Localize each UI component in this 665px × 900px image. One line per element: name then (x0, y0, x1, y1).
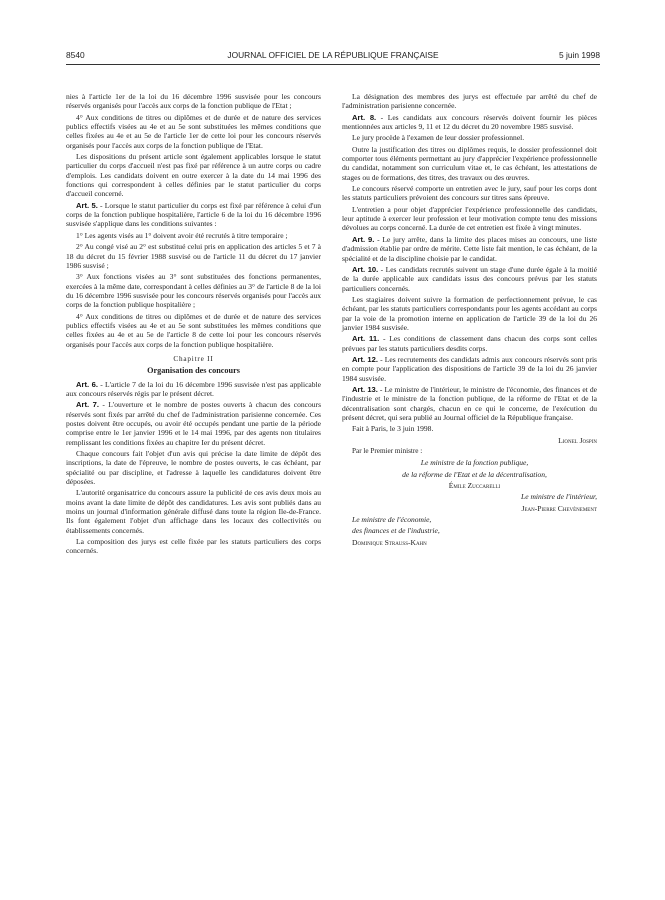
minister-title: de la réforme de l'Etat et de la décentralisation, (402, 469, 547, 479)
article-text: - L'ouverture et le nombre de postes ouverts à chacun des concours réservés sont fixés par arrêté du chef de l'administration parisienne concernée. Ces postes doivent être occupés, ou avoir été occupés pendant une partie de la période comprise entre le 1er janvier 1996 et le 14 mai 1996, par des agents non titulaires remplissant les conditions fixées au chapitre Ier du présent décret. (66, 400, 322, 447)
paragraph: La composition des jurys est celle fixée par les statuts particuliers des corps concernés. (66, 537, 321, 556)
article-text: - Le jury arrête, dans la limite des places mises au concours, une liste d'admission établie par ordre de mérite. Cette liste fait mention, le cas échéant, de la spécialité et de la discipline choisie par le candidat. (342, 234, 597, 263)
article-label: Art. 12. (352, 354, 378, 364)
article-label: Art. 5. (76, 200, 98, 210)
paragraph: 2° Au congé visé au 2° est substitué celui pris en application des articles 5 et 7 à 18 du décret du 15 février 1988 susvisé ou de l'article 11 du décret du 17 janvier 1986 susvisé ; (66, 242, 321, 270)
article-text: - Lorsque le statut particulier du corps est fixé par référence à celui d'un corps de la fonction publique hospitalière, l'article 6 de la loi du 16 décembre 1996 susvisée s'applique dans les conditions suivantes : (66, 200, 321, 229)
article-11 (342, 334, 597, 353)
article-label: Art. 6. (76, 379, 98, 389)
paragraph: La désignation des membres des jurys est effectuée par arrêté du chef de l'administration parisienne concernée. (342, 92, 597, 111)
article-13 (342, 385, 597, 422)
article-text: - L'article 7 de la loi du 16 décembre 1996 susvisée n'est pas applicable aux concours réservés régis par le présent décret. (66, 379, 321, 398)
article-6 (66, 380, 321, 399)
article-9 (342, 235, 597, 263)
article-label: Art. 10. (352, 264, 379, 274)
article-12 (342, 355, 597, 383)
paragraph: 3° Aux fonctions visées au 3° sont substituées des fonctions permanentes, exercées à la même date, correspondant à celles définies au 3° de l'article 8 de la loi du 16 décembre 1996 susvisée pour les concours réservés organisés pour l'accès aux corps de la fonction publique hospitalière ; (66, 272, 321, 310)
article-text: - Le ministre de l'intérieur, le ministre de l'économie, des finances et de l'industrie et le ministre de la fonction publique, de la réforme de l'Etat et de la décentralisation sont chargés, chacun en ce qui le concerne, de l'exécution du présent décret, qui sera publié au Journal officiel de la République française. (342, 384, 597, 422)
article-label: Art. 7. (76, 400, 100, 410)
paragraph: Chaque concours fait l'objet d'un avis qui précise la date limite de dépôt des inscriptions, la date de l'épreuve, le nombre de postes ouverts, le cas échéant, par spécialité ou par discipline, et l'adresse à laquelle les candidatures doivent être déposées. (66, 449, 321, 487)
article-label: Art. 8. (352, 112, 377, 122)
paragraph: Le jury procède à l'examen de leur dossier professionnel. (352, 133, 525, 143)
paragraph: L'entretien a pour objet d'apprécier l'expérience professionnelle des candidats, leur aptitude à exercer leur profession et leur motivation compte tenu des missions dévolues au corps concerné. La durée de cet entretien est fixée à vingt minutes. (342, 204, 597, 233)
paragraph: nies à l'article 1er de la loi du 16 décembre 1996 susvisée pour les concours réservés organisés pour l'accès aux corps de la fonction publique de l'Etat ; (66, 92, 321, 111)
minister-title: Le ministre de la fonction publique, (420, 458, 529, 468)
article-label: Art. 9. (352, 234, 375, 244)
journal-title: JOURNAL OFFICIEL DE LA RÉPUBLIQUE FRANÇAISE (227, 50, 439, 60)
par-premier-ministre: Par le Premier ministre : (352, 447, 423, 456)
signer-prime-minister: Lionel Jospin (558, 435, 597, 445)
paragraph: 4° Aux conditions de titres ou diplômes et de durée et de nature des services publics effectifs visées au 4e et au 5e sont substituées les mêmes conditions que celles fixées au 4e et au 5e de l'article 1er de cette loi pour les concours réservés organisés pour l'accès aux corps de la fonction publique de l'Etat. (66, 112, 321, 150)
signer-name: Dominique Strauss-Kahn (352, 537, 427, 547)
signer-name: Émile Zuccarelli (448, 481, 501, 491)
article-8 (342, 113, 597, 132)
article-text: - Les candidats recrutés suivent un stage d'une durée égale à la moitié de la durée applicable aux candidats issus des concours prévus par les statuts particuliers concernés. (342, 264, 597, 293)
article-text: - Les conditions de classement dans chacun des corps sont celles prévues par les statuts particuliers desdits corps. (342, 334, 597, 353)
paragraph: 1° Les agents visés au 1° doivent avoir été recrutés à titre temporaire ; (76, 230, 288, 240)
paragraph: Les dispositions du présent article sont également applicables lorsque le statut particulier du corps d'accueil n'est pas fixé par référence à un autre corps ou cadre d'emplois. Les candidats doivent en outre exercer à la date du 14 mai 1996 des fonctions qui correspondent à celles définies par le statut particulier du corps d'accueil concerné. (66, 152, 321, 199)
minister-title: des finances et de l'industrie, (352, 526, 440, 536)
article-10 (342, 265, 597, 293)
chapter-label: Chapitre II (173, 354, 214, 363)
article-text: - Les recrutements des candidats admis aux concours réservés sont pris en compte pour l'application des dispositions de l'article 39 de la loi du 26 janvier 1984 susvisée. (342, 354, 597, 383)
minister-title: Le ministre de l'économie, (352, 515, 432, 525)
paragraph: Outre la justification des titres ou diplômes requis, le dossier professionnel doit comporter tous éléments permettant au jury d'apprécier l'expérience professionnelle du candidat, notamment son curriculum vitae et, le cas échéant, les attestations de stages ou de formations, des titres, des travaux ou des œuvres. (342, 144, 597, 182)
article-label: Art. 11. (352, 334, 380, 344)
page-header (66, 50, 600, 64)
left-column (66, 92, 321, 558)
chapter-title: Organisation des concours (147, 366, 240, 376)
article-label: Art. 13. (352, 384, 378, 394)
article-7 (66, 400, 321, 447)
publication-date: 5 juin 1998 (559, 50, 600, 60)
article-5 (66, 201, 321, 229)
paragraph: Le concours réservé comporte un entretien avec le jury, sauf pour les corps dont les statuts particuliers prévoient des concours sur titres sans épreuve. (342, 184, 597, 203)
paragraph: Les stagiaires doivent suivre la formation de perfectionnement prévue, le cas échéant, par les statuts particuliers correspondants pour les agents accédant au corps par la voie de la promotion interne en application de l'article 39 de la loi du 26 janvier 1984 susvisée. (342, 294, 597, 332)
header-rule (66, 64, 600, 65)
signer-name: Jean-Pierre Chevènement (521, 503, 597, 513)
paragraph: L'autorité organisatrice du concours assure la publicité de ces avis deux mois au moins avant la date limite de dépôt des candidatures. Les avis sont publiés dans au moins un journal d'information générale diffusé dans toute la région Ile-de-France. Ils font également l'objet d'un affichage dans les locaux des collectivités ou établissements concernés. (66, 488, 321, 535)
right-column (342, 92, 597, 549)
minister-title: Le ministre de l'intérieur, (521, 492, 597, 502)
paragraph: 4° Aux conditions de titres ou diplômes et de durée et de nature des services publics effectifs visées au 4e et au 5e sont substituées les mêmes conditions que celles fixées au 4e et au 5e de l'article 8 de cette loi pour les concours réservés organisés pour l'accès aux corps de la fonction publique hospitalière. (66, 311, 321, 349)
page-number: 8540 (66, 50, 85, 60)
signature-date: Fait à Paris, le 3 juin 1998. (352, 424, 434, 434)
article-text: - Les candidats aux concours réservés doivent fournir les pièces mentionnées aux articles 9, 11 et 12 du décret du 20 novembre 1985 susvisé. (342, 112, 597, 132)
